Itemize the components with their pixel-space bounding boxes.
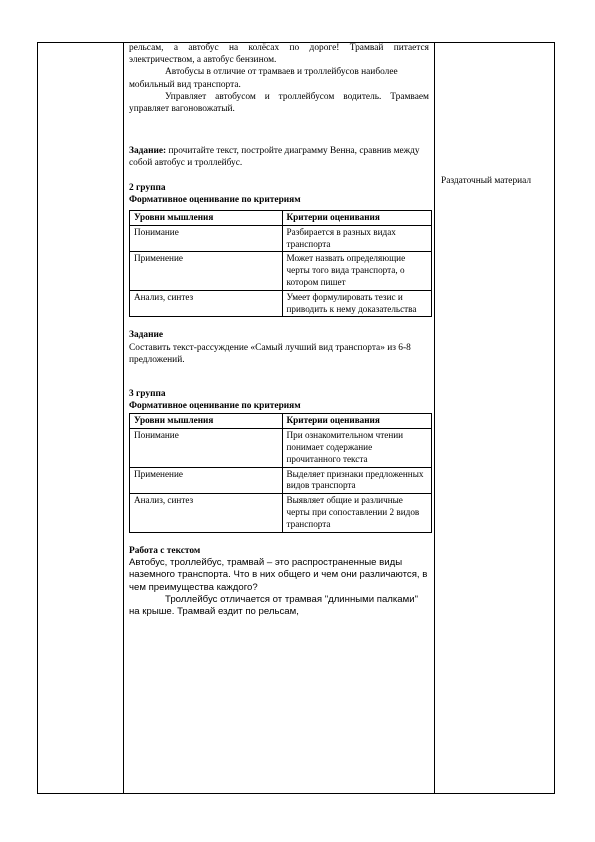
table-bottom-border xyxy=(37,793,555,794)
table-header-row xyxy=(130,211,432,226)
intro-paragraph-1: рельсам, а автобус на колёсах по дороге! Трамвай питается электричеством, а автобус бензином. xyxy=(129,43,429,66)
task1-text: прочитайте текст, постройте диаграмму Венна, сравнив между собой автобус и троллейбус. xyxy=(129,146,420,169)
table-column-divider-2 xyxy=(434,42,435,794)
criteria-cell: Умеет формулировать тезис и приводить к нему доказательства xyxy=(282,290,432,317)
text-work-paragraph-2: Троллейбус отличается от трамвая "длинными палками" на крыше. Трамвай ездит по рельсам, xyxy=(129,594,419,618)
header-levels: Уровни мышления xyxy=(130,211,283,226)
table-row xyxy=(130,467,432,494)
header-criteria: Критерии оценивания xyxy=(282,414,432,429)
main-content-column xyxy=(129,42,429,619)
criteria-cell: При ознакомительном чтении понимает содержание прочитанного текста xyxy=(282,429,432,467)
level-cell: Применение xyxy=(130,252,283,290)
criteria-cell: Выявляет общие и различные черты при сопоставлении 2 видов транспорта xyxy=(282,494,432,532)
group2-task-label: Задание xyxy=(129,330,164,341)
group2-task-text: Составить текст-рассуждение «Самый лучший вид транспорта» из 6-8 предложений. xyxy=(129,342,411,365)
intro-paragraph-3: Управляет автобусом и троллейбусом водитель. Трамваем управляет вагоновожатый. xyxy=(129,91,429,115)
intro-paragraph-2: Автобусы в отличие от трамваев и троллейбусов наиболее мобильный вид транспорта. xyxy=(129,67,398,90)
level-cell: Анализ, синтез xyxy=(130,494,283,532)
header-criteria: Критерии оценивания xyxy=(282,211,432,226)
level-cell: Понимание xyxy=(130,429,283,467)
table-left-border xyxy=(37,42,38,794)
criteria-cell: Разбирается в разных видах транспорта xyxy=(282,225,432,252)
group3-criteria-table xyxy=(129,413,432,532)
group3-assessment-title: Формативное оценивание по критериям xyxy=(129,401,301,412)
table-row xyxy=(130,290,432,317)
header-levels: Уровни мышления xyxy=(130,414,283,429)
table-row xyxy=(130,429,432,467)
group2-title: 2 группа xyxy=(129,182,166,193)
table-header-row xyxy=(130,414,432,429)
level-cell: Анализ, синтез xyxy=(130,290,283,317)
level-cell: Понимание xyxy=(130,225,283,252)
group2-criteria-table xyxy=(129,210,432,317)
table-row xyxy=(130,494,432,532)
task1-label: Задание: xyxy=(129,146,167,157)
text-work-title: Работа с текстом xyxy=(129,545,201,556)
handout-material-label: Раздаточный материал xyxy=(441,176,532,186)
resources-column xyxy=(441,175,549,187)
table-row xyxy=(130,252,432,290)
table-right-border xyxy=(554,42,555,794)
text-work-paragraph-1: Автобус, троллейбус, трамвай – это распространенные виды наземного транспорта. Что в них общего и чем они различаются, в чем преимущества каждого? xyxy=(129,556,428,593)
level-cell: Применение xyxy=(130,467,283,494)
criteria-cell: Может назвать определяющие черты того вида транспорта, о котором пишет xyxy=(282,252,432,290)
group2-assessment-title: Формативное оценивание по критериям xyxy=(129,194,301,205)
table-row xyxy=(130,225,432,252)
group3-title: 3 группа xyxy=(129,389,166,400)
table-column-divider-1 xyxy=(123,42,124,794)
criteria-cell: Выделяет признаки предложенных видов транспорта xyxy=(282,467,432,494)
task1-paragraph xyxy=(129,145,429,169)
